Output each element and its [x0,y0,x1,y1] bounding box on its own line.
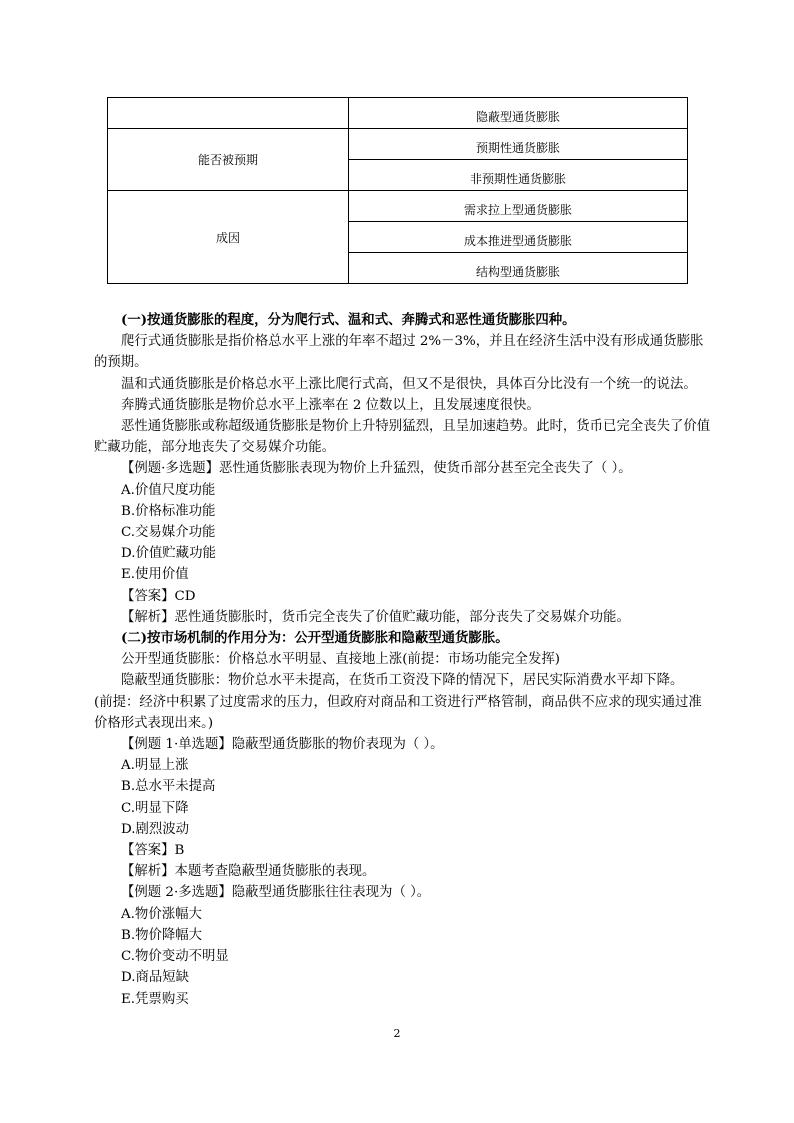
table-cell-category: 成因 [108,191,349,284]
table-cell: 需求拉上型通货膨胀 [349,191,688,222]
answer: 【答案】CD [121,588,196,604]
paragraph: 奔腾式通货膨胀是物价总水平上涨率在 2 位数以上，且发展速度很快。 [121,397,540,413]
table-cell: 预期性通货膨胀 [349,129,688,160]
option: C.明显下降 [121,800,189,816]
classification-table [107,97,688,284]
option: B.物价降幅大 [121,927,203,943]
paragraph: 公开型通货膨胀：价格总水平明显、直接地上涨(前提：市场功能完全发挥) [121,652,560,668]
option: C.物价变动不明显 [121,949,229,965]
answer: 【答案】B [121,843,185,859]
option: E.凭票购买 [121,991,189,1007]
option: A.明显上涨 [121,758,189,774]
option: C.交易媒介功能 [121,525,216,541]
option: D.价值贮藏功能 [121,546,216,562]
example-question: 【例题 1·单选题】隐蔽型通货膨胀的物价表现为（ ）。 [121,737,444,753]
option: D.商品短缺 [121,970,190,986]
table-cell: 结构型通货膨胀 [349,253,688,284]
paragraph: 温和式通货膨胀是价格总水平上涨比爬行式高，但又不是很快，具体百分比没有一个统一的说法。 [121,376,697,392]
analysis: 【解析】本题考查隐蔽型通货膨胀的表现。 [121,864,376,880]
option: B.价格标准功能 [121,503,216,519]
option: D.剧烈波动 [121,821,190,837]
option: E.使用价值 [121,567,189,583]
table-row [108,191,688,222]
option: B.总水平未提高 [121,779,216,795]
paragraph: 隐蔽型通货膨胀：物价总水平未提高，在货币工资没下降的情况下，居民实际消费水平却下降。 [121,673,684,689]
paragraph: 爬行式通货膨胀是指价格总水平上涨的年率不超过 2%－3%，并且在经济生活中没有形成通货膨胀的预期。 [94,334,704,371]
page-number: 2 [393,1027,401,1040]
example-question: 【例题·多选题】恶性通货膨胀表现为物价上升猛烈，使货币部分甚至完全丧失了（ ）。 [121,461,632,477]
section-heading: (二)按市场机制的作用分为：公开型通货膨胀和隐蔽型通货膨胀。 [121,630,509,647]
table-row [108,98,688,129]
table-cell: 隐蔽型通货膨胀 [349,98,688,129]
example-question: 【例题 2·多选题】隐蔽型通货膨胀往往表现为（ ）。 [121,885,431,901]
table-row [108,129,688,160]
option: A.价值尺度功能 [121,482,216,498]
paragraph: (前提：经济中积累了过度需求的压力，但政府对商品和工资进行严格管制，商品供不应求的现实通过准价格形式表现出来。) [94,694,702,731]
table-cell-category: 能否被预期 [108,129,349,191]
paragraph: 恶性通货膨胀或称超级通货膨胀是物价上升特别猛烈，且呈加速趋势。此时，货币已完全丧失了价值贮藏功能，部分地丧失了交易媒介功能。 [94,419,711,456]
table-cell: 非预期性通货膨胀 [349,160,688,191]
table-cell: 成本推进型通货膨胀 [349,222,688,253]
section-heading: (一)按通货膨胀的程度，分为爬行式、温和式、奔腾式和恶性通货膨胀四种。 [121,312,576,328]
table-cell-empty [108,98,349,129]
option: A.物价涨幅大 [121,906,202,922]
analysis: 【解析】恶性通货膨胀时，货币完全丧失了价值贮藏功能，部分丧失了交易媒介功能。 [121,609,630,625]
document-body [94,310,712,1010]
